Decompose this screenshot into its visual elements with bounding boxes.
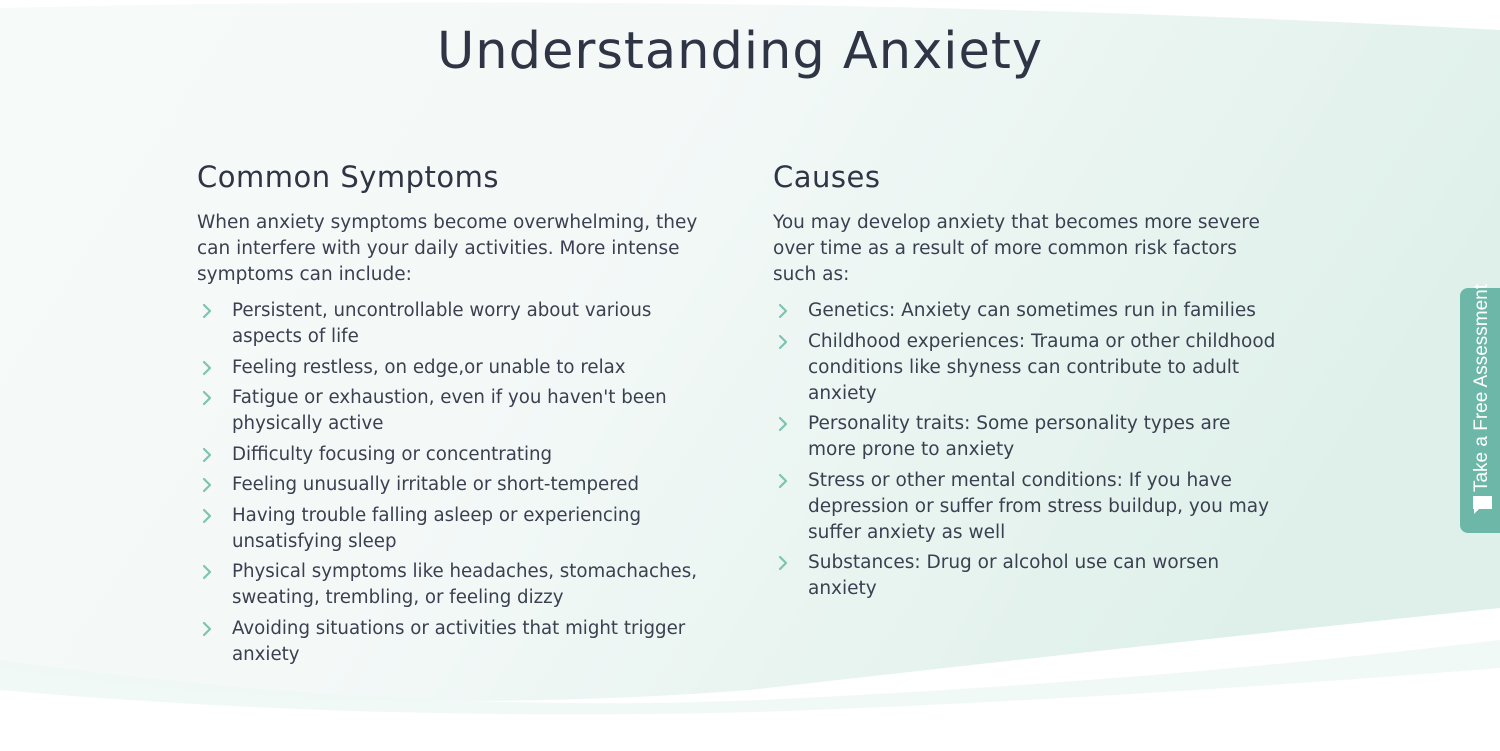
chevron-right-icon — [201, 621, 213, 637]
list-item — [197, 616, 717, 668]
free-assessment-label: Take a Free Assessment — [1471, 283, 1492, 493]
causes-section — [773, 160, 1283, 607]
list-item-text: Avoiding situations or activities that might trigger anxiety — [232, 617, 686, 665]
list-item — [197, 472, 717, 498]
list-item — [197, 442, 717, 468]
list-item-text: Physical symptoms like headaches, stomachaches, sweating, trembling, or feeling dizzy — [232, 561, 698, 608]
chevron-right-icon — [201, 447, 213, 463]
causes-intro: You may develop anxiety that becomes more severe over time as a result of more common risk factors such as: — [773, 212, 1260, 285]
chevron-right-icon — [777, 334, 789, 350]
list-item — [773, 298, 1283, 324]
list-item — [197, 503, 717, 555]
chevron-right-icon — [777, 416, 789, 432]
list-item — [773, 468, 1283, 546]
list-item-text: Persistent, uncontrollable worry about various aspects of life — [232, 300, 652, 347]
causes-list — [773, 298, 1283, 602]
list-item-text: Genetics: Anxiety can sometimes run in families — [808, 300, 1256, 321]
symptoms-section — [197, 160, 717, 672]
list-item — [197, 355, 717, 381]
causes-heading: Causes — [773, 160, 881, 194]
chevron-right-icon — [201, 303, 213, 319]
list-item-text: Childhood experiences: Trauma or other childhood conditions like shyness can contribute to adult anxiety — [808, 330, 1276, 404]
list-item-text: Stress or other mental conditions: If you have depression or suffer from stress buildup, you may suffer anxiety as well — [808, 469, 1270, 543]
chevron-right-icon — [201, 360, 213, 376]
list-item-text: Fatigue or exhaustion, even if you haven't been physically active — [232, 387, 667, 434]
symptoms-intro: When anxiety symptoms become overwhelming, they can interfere with your daily activities. More intense symptoms can include: — [197, 212, 698, 285]
symptoms-list — [197, 298, 717, 668]
list-item — [197, 385, 717, 437]
chevron-right-icon — [201, 508, 213, 524]
chevron-right-icon — [777, 555, 789, 571]
list-item-text: Personality traits: Some personality types are more prone to anxiety — [808, 413, 1231, 460]
list-item-text: Substances: Drug or alcohol use can worsen anxiety — [808, 552, 1220, 599]
free-assessment-tab[interactable] — [1460, 283, 1500, 533]
chevron-right-icon — [777, 303, 789, 319]
list-item-text: Difficulty focusing or concentrating — [232, 443, 553, 465]
list-item-text: Feeling restless, on edge,or unable to relax — [232, 356, 626, 378]
chevron-right-icon — [201, 390, 213, 406]
page-title: Understanding Anxiety — [436, 22, 1044, 81]
list-item — [197, 298, 717, 350]
list-item-text: Feeling unusually irritable or short-tempered — [232, 474, 640, 495]
chevron-right-icon — [777, 473, 789, 489]
list-item-text: Having trouble falling asleep or experiencing unsatisfying sleep — [232, 504, 641, 552]
symptoms-heading: Common Symptoms — [197, 160, 500, 194]
list-item — [773, 411, 1283, 463]
chat-bubble-icon — [1471, 494, 1494, 516]
list-item — [773, 329, 1283, 407]
list-item — [773, 550, 1283, 602]
chevron-right-icon — [201, 477, 213, 493]
list-item — [197, 559, 717, 611]
chevron-right-icon — [201, 564, 213, 580]
